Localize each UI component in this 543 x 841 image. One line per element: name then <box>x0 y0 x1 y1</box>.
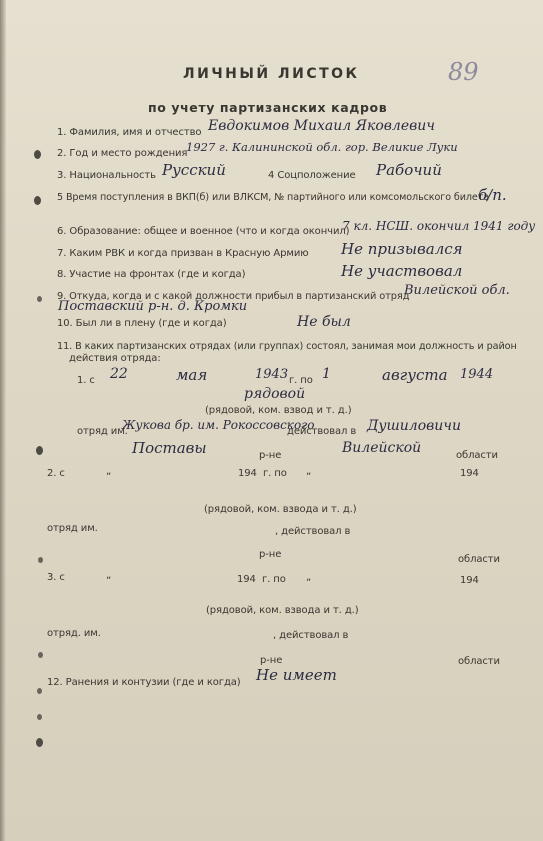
entry-2-region-label: области <box>458 554 500 565</box>
entry-2-po: г. по <box>263 468 287 479</box>
punch-hole <box>34 196 41 205</box>
entry-1-detachment: Жукова бр. им. Рокоссовского <box>122 418 315 432</box>
entry-3-day-to: „ <box>306 572 312 583</box>
entry-2-acted-label: , действовал в <box>275 526 351 537</box>
field-4-value: Рабочий <box>376 161 442 179</box>
entry-1-num: 1. с <box>77 375 95 386</box>
field-3-label: 3. Национальность <box>57 170 156 181</box>
field-4-label: 4 Соцположение <box>268 170 356 181</box>
entry-1-position-caption: (рядовой, ком. взвод и т. д.) <box>205 405 352 416</box>
punch-hole <box>36 446 43 455</box>
field-5-value: б/п. <box>478 186 507 204</box>
entry-1-month-to: августа <box>382 366 448 384</box>
punch-hole <box>37 688 42 694</box>
field-12-label: 12. Ранения и контузии (где и когда) <box>47 677 241 688</box>
entry-2-position-caption: (рядовой, ком. взвода и т. д.) <box>204 504 357 515</box>
entry-1-region: Вилейской <box>342 440 422 456</box>
entry-3-district-label: р-не <box>260 655 283 666</box>
field-5-label: 5 Время поступления в ВКП(б) или ВЛКСМ, № партийного или комсомольского билета <box>57 192 489 203</box>
punch-hole <box>37 714 42 720</box>
field-1-label: 1. Фамилия, имя и отчество <box>57 127 202 138</box>
field-3-value: Русский <box>162 161 226 179</box>
field-12-value: Не имеет <box>256 666 337 684</box>
field-1-value: Евдокимов Михаил Яковлевич <box>208 118 435 134</box>
punch-hole <box>37 296 42 302</box>
field-7-value: Не призывался <box>341 240 463 258</box>
field-11-label: 11. В каких партизанских отрядах (или группах) состоял, занимая мои должность и район <box>57 341 517 352</box>
entry-2-detachment-label: отряд им. <box>47 523 98 534</box>
entry-1-day: 22 <box>110 366 128 382</box>
field-9-label: 9. Откуда, когда и с какой должности прибыл в партизанский отряд <box>57 291 410 302</box>
field-2-value: 1927 г. Калининской обл. гор. Великие Луки <box>186 140 458 154</box>
field-7-label: 7. Каким РВК и когда призван в Красную Армию <box>57 248 309 259</box>
archive-number: 89 <box>448 58 479 86</box>
entry-3-year-from: 194 <box>237 574 256 585</box>
field-9-value-region: Вилейской обл. <box>404 283 510 298</box>
entry-1-position: рядовой <box>244 386 306 402</box>
entry-1-day-to: 1 <box>322 366 331 382</box>
field-11-label-cont: действия отряда: <box>69 353 161 364</box>
entry-1-district-label: р-не <box>259 450 282 461</box>
entry-3-region-label: области <box>458 656 500 667</box>
field-9-value-place: Поставский р-н. д. Кромки <box>58 299 248 314</box>
punch-hole <box>34 150 41 159</box>
entry-2-year-to: 194 <box>460 468 479 479</box>
entry-1-month: мая <box>176 366 208 384</box>
entry-3-day: „ <box>106 570 112 581</box>
punch-hole <box>38 652 43 658</box>
entry-3-po: г. по <box>262 574 286 585</box>
field-10-label: 10. Был ли в плену (где и когда) <box>57 318 227 329</box>
entry-1-po: г. по <box>289 375 313 386</box>
punch-hole <box>38 557 43 563</box>
entry-3-year-to: 194 <box>460 575 479 586</box>
punch-hole <box>36 738 43 747</box>
entry-1-detachment-label: отряд им. <box>77 426 128 437</box>
entry-2-day-to: „ <box>306 466 312 477</box>
entry-2-district-label: р-не <box>259 549 282 560</box>
entry-1-acted-place: Душиловичи <box>367 418 462 434</box>
entry-3-num: 3. с <box>47 572 65 583</box>
entry-3-position-caption: (рядовой, ком. взвода и т. д.) <box>206 605 359 616</box>
entry-3-acted-label: , действовал в <box>273 630 349 641</box>
entry-1-region-label: области <box>456 450 498 461</box>
document-title: ЛИЧНЫЙ ЛИСТОК <box>183 66 360 82</box>
entry-1-year-from: 1943 <box>255 367 289 382</box>
field-6-value: 7 кл. НСШ. окончил 1941 году <box>342 219 536 233</box>
field-2-label: 2. Год и место рождения <box>57 148 188 159</box>
document-subtitle: по учету партизанских кадров <box>148 100 388 115</box>
entry-1-year-to: 1944 <box>460 367 494 382</box>
field-6-label: 6. Образование: общее и военное (что и когда окончил) <box>57 226 350 237</box>
entry-3-detachment-label: отряд. им. <box>47 628 101 639</box>
field-8-label: 8. Участие на фронтах (где и когда) <box>57 269 246 280</box>
entry-1-acted-label: действовал в <box>287 426 357 437</box>
entry-2-num: 2. с <box>47 468 65 479</box>
field-10-value: Не был <box>297 314 351 330</box>
entry-1-district: Поставы <box>132 439 207 457</box>
entry-2-year-from: 194 <box>238 468 257 479</box>
field-8-value: Не участвовал <box>341 262 463 280</box>
entry-2-day: „ <box>106 466 112 477</box>
